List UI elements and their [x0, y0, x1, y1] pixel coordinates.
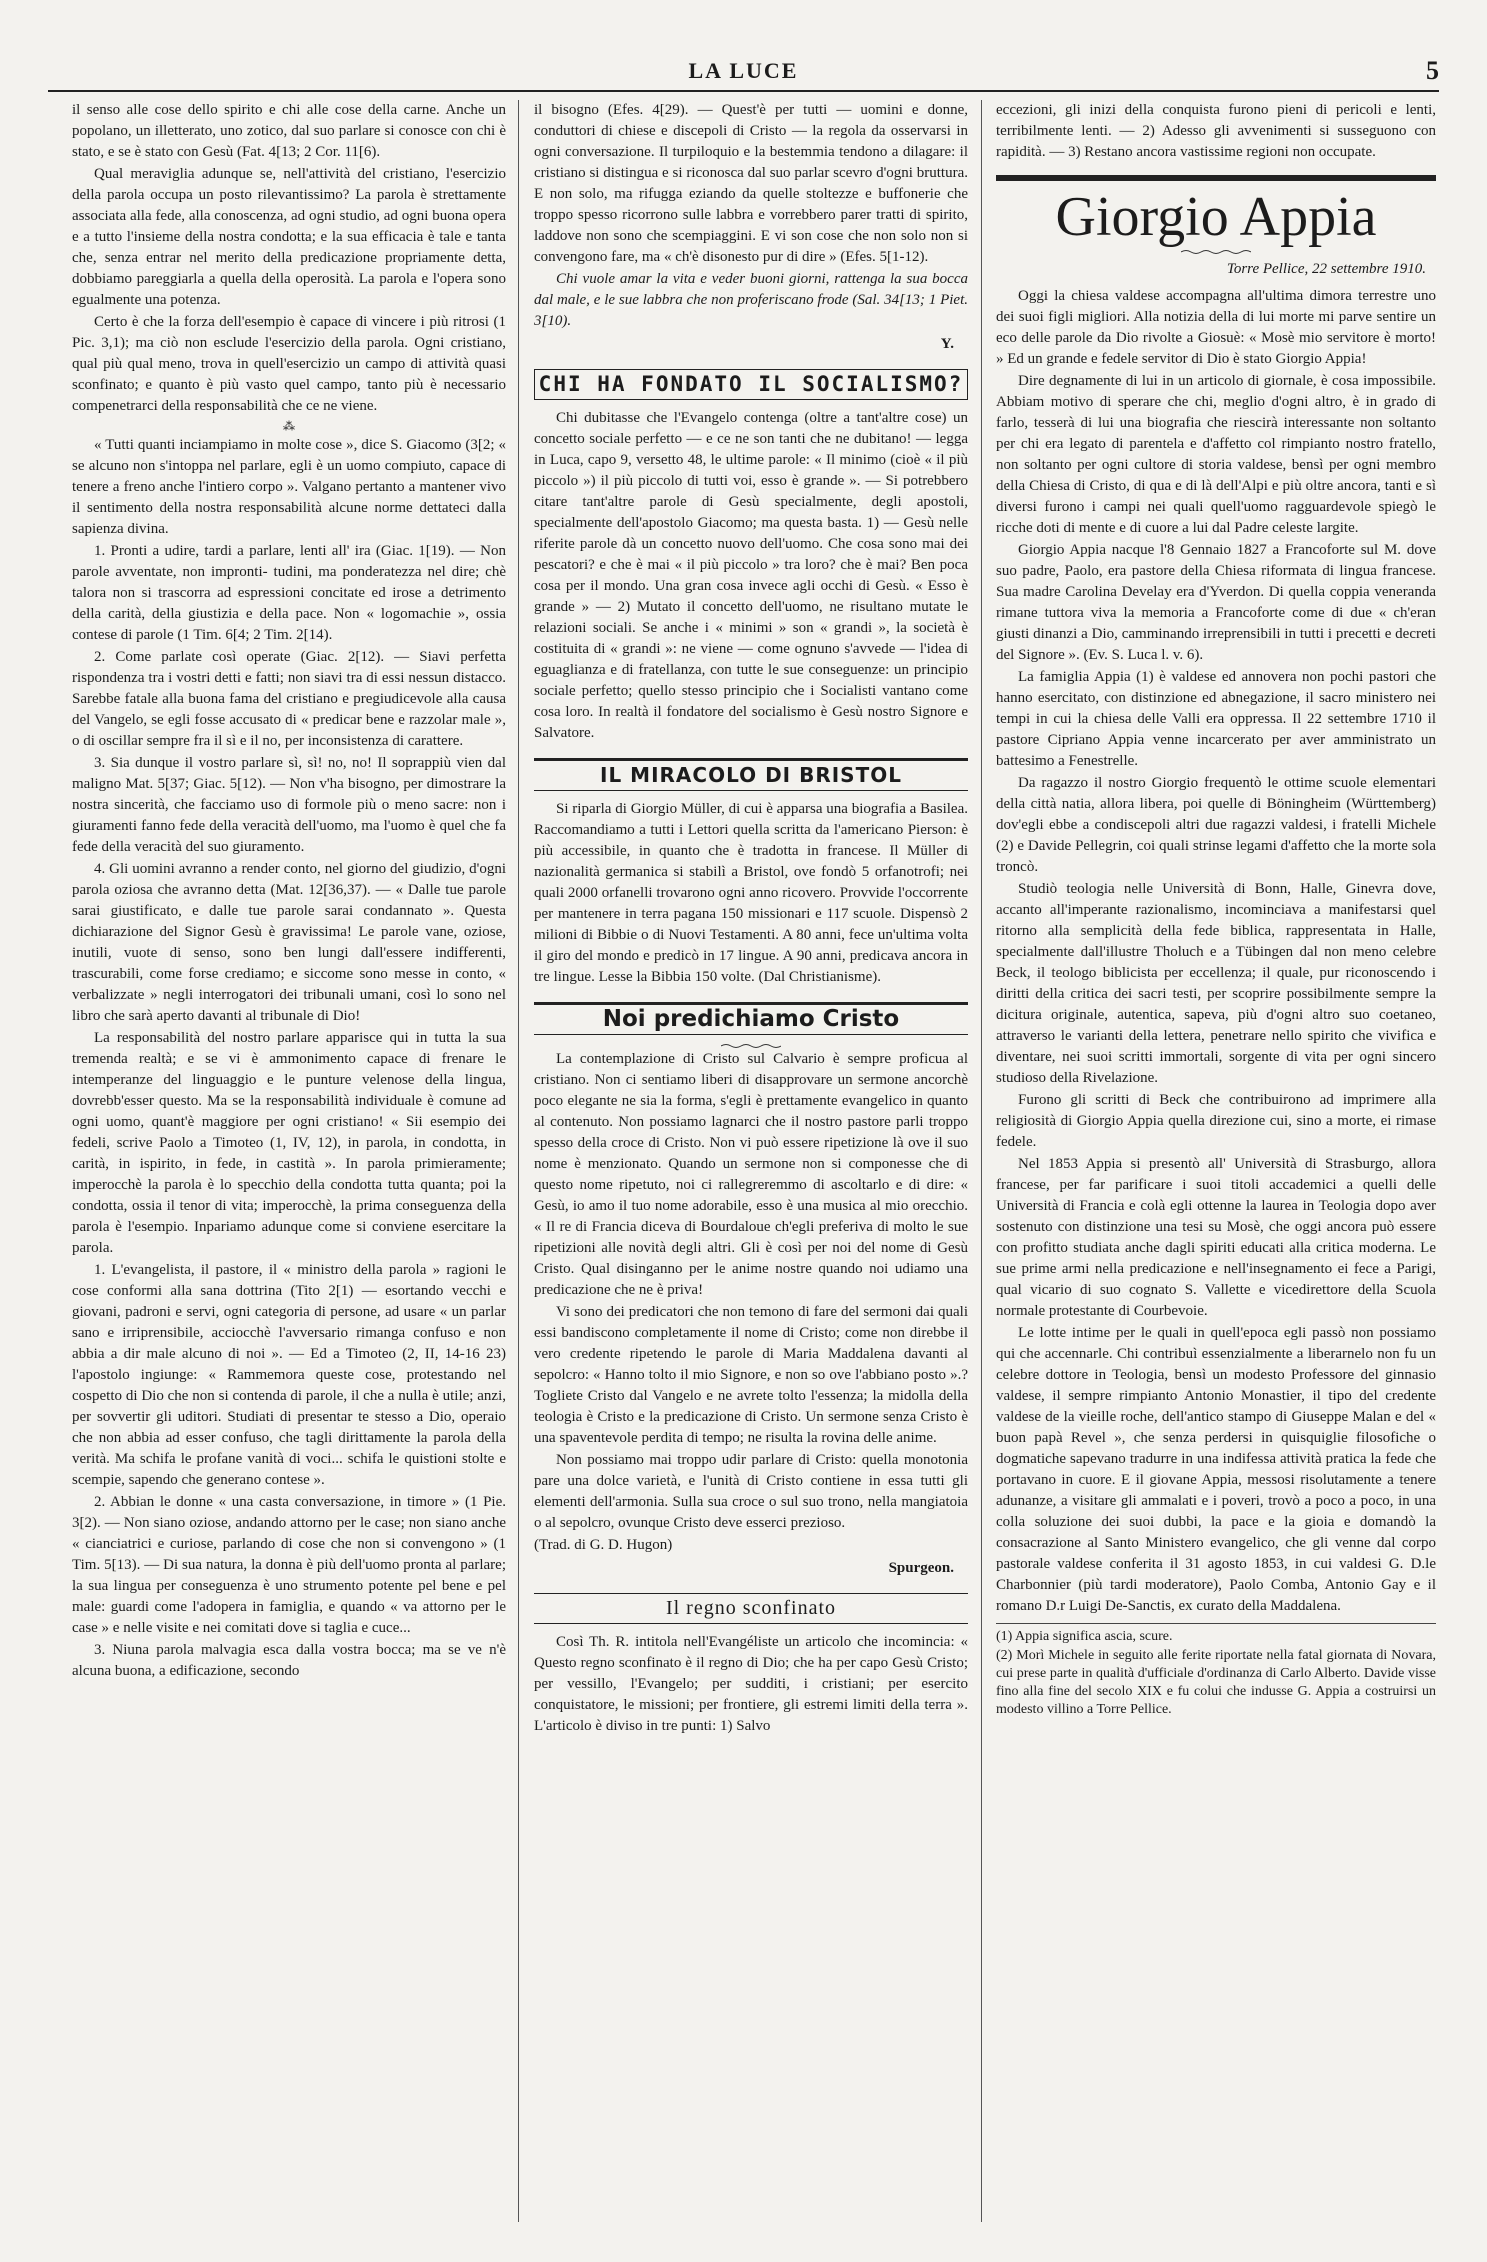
article-author: Spurgeon. — [888, 1560, 954, 1576]
column-3 — [996, 100, 1436, 2222]
article-paragraph: 1. L'evangelista, il pastore, il « ministro della parola » ragioni le cose conformi alla sana dottrina (Tito 2[1) — esortando vecchi e giovani, padroni e servi, ogni categoria di persone, ad usare « un parlar sano e irriprensibile, acciocchè l'avversario rimanga confuso e non abbia a dir male alcuno di noi ». — Ed a Timoteo (2, II, 14-16 23) l'apostolo ingiunge: « Rammemora queste cose, protestando nel cospetto di Dio che non si contenda di parole, il che a nulla è utile; anzi, per sovvertir gli uditori. Studiati di presentar te stesso a Dio, operaio che non abbia ad esser confuso, che tagli dirittamente la parola della verità. Ma schifa le profane vanità di voci... schifa le quistioni stolte e scempie, sapendo che generano contese ». — [72, 1262, 506, 1488]
socialismo-heading: CHI HA FONDATO IL SOCIALISMO? — [534, 369, 968, 400]
footnote: (1) Appia significa ascia, scure. — [996, 1629, 1173, 1644]
article-paragraph: 2. Abbian le donne « una casta conversazione, in timore » (1 Pie. 3[2). — Non siano oziose, andando attorno per le case; non siano anche « cianciatrici e curiose, parlando di cose che non si convengono » (1 Tim. 5[13). — Di sua natura, la donna è più dell'uomo pronta al parlare; la sua lingua per conseguenza è uno strumento potente pel bene e pel male: guardi come l'adopera in famiglia, e quando « va attorno per le case » e nelle visite e nei comitati dove si taglia e cuce... — [72, 1494, 506, 1636]
newspaper-title: LA LUCE — [688, 58, 799, 83]
article-paragraph: Certo è che la forza dell'esempio è capace di vincere i più ritrosi (1 Pic. 3,1); ma ciò non esclude l'esercizio della parola. Ogni cristiano, qual più qual meno, trova in quell'esercizio un campo di attività quasi sconfinato; e quanto è più vasto quel campo, tanto più è necessario compenetrarci della responsabilità che ce ne viene. — [72, 314, 506, 414]
article-paragraph: Vi sono dei predicatori che non temono di fare del sermoni dai quali essi bandiscono completamente il nome di Cristo; come non direbbe il vero credente ripetendo le parole di Maria Maddalena davanti al sepolcro: « Hanno tolto il mio Signore, e non so ove l'abbiano posto ».? Togliete Cristo dal Vangelo e ne avrete tolto l'essenza; la midolla della teologia è Cristo e la predicazione di Cristo. Un sermone senza Cristo è una spaventevole perdita di tempo; ne risulta la rovina delle anime. — [534, 1304, 968, 1446]
predichiamo-heading: Noi predichiamo Cristo — [534, 1002, 968, 1035]
article-paragraph: Dire degnamente di lui in un articolo di giornale, è cosa impossibile. Abbiam motivo di sperare che chi, meglio d'ogni altro, è in grado di farlo, tesserà di lui una biografia che riescirà interessante non soltanto per chi era legato di parentela e d'affetto col rimpianto nostro fratello, non soltanto per ogni cultore di storia valdese, bensì per ogni membro della Chiesa di Cristo, di qua e di là dell'Alpi e più oltre ancora, tanti e sì diversi furono i campi nei quali quell'uomo ragguardevole spiegò le ricche doti di mente e di cuore a lui dal Padre celeste largite. — [996, 373, 1436, 536]
article-paragraph: Chi dubitasse che l'Evangelo contenga (oltre a tant'altre cose) un concetto sociale perfetto — e ce ne son tanti che ne dubitano! — legga in Luca, capo 9, versetto 48, le ultime parole: « Il minimo (cioè « il più piccolo ») il più piccolo di tutti voi, esso è grande ». — Si potrebbero citare tant'altre parole di Gesù specialmente, degli apostoli, specialmente dell'apostolo Giacomo; ma questa basta. 1) — Gesù nelle riferite parole dà un concetto nuovo dell'uomo. Che cosa sono mai dei pescatori? e che è mai « il più piccolo » tra loro? che è mai? Ben poca cosa per il mondo. Una gran cosa invece agli occhi di Gesù. « Esso è grande » — 2) Mutato il concetto dell'uomo, ne risultano mutate le relazioni sociali. Se anche i « minimi » son « grandi », la società è costituita di « grandi »: ne viene — come ognuno s'avvede — l'idea di eguaglianza e di fratellanza, con tutte le sue conseguenze: un principio sociale perfetto; quello stesso principio che i Socialisti vantano come cosa loro. In realtà il fondatore del socialismo è Gesù nostro Signore e Salvatore. — [534, 410, 968, 741]
footnotes — [996, 1623, 1436, 1719]
column-divider — [518, 100, 519, 2222]
article-paragraph: La famiglia Appia (1) è valdese ed annovera non pochi pastori che hanno esercitato, con distinzione ed abnegazione, il sacro ministero nei tempi in cui la chiesa delle Valli era oppressa. Il 22 settembre 1710 il pastore Cipriano Appia venne incarcerato per aver amministrato un battesimo a Fenestrelle. — [996, 669, 1436, 769]
article-paragraph: La contemplazione di Cristo sul Calvario è sempre proficua al cristiano. Non ci sentiamo liberi di disapprovare un sermone ancorchè poco elegante ne sia la forma, s'egli è prettamente evangelico in quanto al contenuto. Non possiamo lagnarci che il nostro pastore parli troppo spesso della croce di Cristo. Non vi può essere ripetizione là ove il suo nome è menzionato. Quando un sermone non si componesse che di questo nome ripetuto, noi ci rallegreremmo di ascoltarlo e di dire: « Gesù, io amo il tuo nome adorabile, esso è una musica al mio orecchio. « Il re di Francia diceva di Bourdaloue ch'egli preferiva di molto le sue ripetizioni alle novità degli altri. Gli è così per noi del nome di Gesù Cristo. Qual disinganno per le anime nostre quando noi udiamo una predicazione che ne è priva! — [534, 1051, 968, 1298]
section-ornament: ⁂ — [283, 419, 295, 433]
article-paragraph: il senso alle cose dello spirito e chi alle cose della carne. Anche un popolano, un illetterato, uno zotico, dal suo parlare si conosce con chi è stato, e se è stato con Gesù (Fat. 4[13; 2 Cor. 11[6). — [72, 102, 506, 160]
article-signature: Y. — [940, 336, 954, 352]
column-2 — [534, 100, 968, 2222]
article-paragraph: Le lotte intime per le quali in quell'epoca egli passò non possiamo qui che accennarle. Chi contribuì essenzialmente a liberarnelo non fu un celebre dottore in Teologia, bensì un modesto Professore del ginnasio valdese, il sempre rimpianto Antonio Monastier, il tipo del credente valdese de la vieille roche, dell'antico stampo di Giuseppe Malan e del « buon papà Revel », che senza perdersi in quisquiglie filosofiche o dogmatiche sapevano tradurre in una indifessa attività pratica la fede che portavano in cuore. E il giovane Appia, messosi risolutamente a tenere adunanze, a visitare gli ammalati e i poveri, trovò a poco a poco, in una colla soluzione dei suoi dubbi, la pace e la gioia e domandò la consacrazione al Santo Ministero evangelico, che gli venne dal corpo pastorale valdese conferita il 31 agosto 1853, in cui valdesi G. D.le Charbonnier (più tardi moderatore), Paolo Comba, Antonio Gay e il romano D.r Luigi De-Sanctis, ex curato della Maddalena. — [996, 1325, 1436, 1614]
article-paragraph: « Tutti quanti inciampiamo in molte cose », dice S. Giacomo (3[2; « se alcuno non s'intoppa nel parlare, egli è un uomo compiuto, capace di tenere a freno anche l'intiero corpo ». Valgano pertanto a mantener vivo il sentimento della nostra responsabilità alcune norme dettateci dalla sapienza divina. — [72, 437, 506, 537]
article-paragraph: eccezioni, gli inizi della conquista furono pieni di pericoli e lenti, terribilmente lenti. — 2) Adesso gli avvenimenti si susseguono con rapidità. — 3) Restano ancora vastissime regioni non occupate. — [996, 102, 1436, 160]
article-paragraph: Qual meraviglia adunque se, nell'attività del cristiano, l'esercizio della parola occupa un posto rilevantissimo? La parola è strettamente associata alla fede, alla conoscenza, ad ogni studio, ad ogni buona opera e a tutto l'insieme della nostra condotta; e la sua efficacia è tale e tanta che, senza entrar nel merito della predicazione propriamente detta, dobbiamo pareggiarla a quella della operosità. La parola e l'opera sono egualmente una potenza. — [72, 166, 506, 308]
bristol-heading: IL MIRACOLO DI BRISTOL — [534, 758, 968, 791]
article-paragraph: Studiò teologia nelle Università di Bonn, Halle, Ginevra dove, accanto all'imperante razionalismo, incominciava a manifestarsi quel ritorno alla semplicità della fede biblica, rappresentata in Halle, specialmente dall'illustre Tholuch e a Tübingen dal non meno celebre Beck, il teologo biblicista per eccellenza; il quale, pur riconoscendo i diritti della critica dei sacri testi, per scoprire possibilmente sempre la dicitura originale, autentica, sapeva, più d'ogni altro suo coetaneo, attraverso le varianti della lettera, penetrare nello spirito che vivifica e diventare, nei suoi scritti immortali, sorgente di vita per ogni sincero studioso della Rivelazione. — [996, 881, 1436, 1086]
page-header — [48, 56, 1439, 92]
column-1 — [72, 100, 506, 2222]
regno-heading: Il regno sconfinato — [534, 1593, 968, 1624]
article-paragraph: 4. Gli uomini avranno a render conto, nel giorno del giudizio, d'ogni parola oziosa che avranno detta (Mat. 12[36,37). — « Dalle tue parole sarai giustificato, e dalle tue parole sarai condannato ». Questa dichiarazione del Signor Gesù è gravissima! Le parole vane, oziose, inutili, vuote di senso, sono ben lungi dall'essere indifferenti, trascurabili, come forse crediamo; e siccome sono messe in conto, « verbalizzate » negli interrogatori dei tribunali umani, così lo sono nel libro che sarà aperto davanti al tribunale di Dio! — [72, 861, 506, 1024]
article-paragraph: il bisogno (Efes. 4[29). — Quest'è per tutti — uomini e donne, conduttori di chiese e discepoli di Cristo — la regola da osservarsi in ogni conversazione. Il turpiloquio e la bestemmia tendono a dilagare: il cristiano si distingua e si riconosca dal suo parlar scevro d'ogni bruttura. E non solo, ma rifugga eziando da quelle stoltezze e buffonerie che troppo spesso ricorrono sulle labbra e vorrebbero parer tratti di spirito, laddove non sono che scempiaggini. E vi son cose che non solo non si convengono fare, ma « ch'è disonesto pur di dire » (Efes. 5[1-12). — [534, 102, 968, 265]
article-paragraph: Da ragazzo il nostro Giorgio frequentò le ottime scuole elementari della città natia, allora libera, poi quelle di Böningheim (Württemberg) dov'egli ebbe a condiscepoli altri due ragazzi valdesi, i fratelli Michele (2) e Davide Pellegrin, coi quali strinse legami d'affetto che la morte sola troncò. — [996, 775, 1436, 875]
article-paragraph: Oggi la chiesa valdese accompagna all'ultima dimora terrestre uno dei suoi figli migliori. Alla notizia della di lui morte mi parve sentire un eco delle parole da Dio rivolte a Giosuè: « Mosè mio servitore è morto! » Ed un grande e fedele servitor di Dio è stato Giorgio Appia! — [996, 288, 1436, 367]
translator-credit: (Trad. di G. D. Hugon) — [534, 1537, 673, 1553]
giorgio-appia-heading: Giorgio Appia — [996, 175, 1436, 249]
article-dateline: Torre Pellice, 22 settembre 1910. — [1226, 261, 1426, 277]
article-paragraph: 3. Niuna parola malvagia esca dalla vostra bocca; ma se ve n'è alcuna buona, a edificazione, secondo — [72, 1642, 506, 1679]
footnote: (2) Morì Michele in seguito alle ferite riportate nella fatal giornata di Novara, cui prese parte in qualità d'ufficiale d'ordinanza di Carlo Alberto. Davide visse fino alla fine del secolo XIX e fu colui che indusse G. Appia a costruirsi un modesto villino a Torre Pellice. — [996, 1648, 1436, 1717]
article-paragraph: Giorgio Appia nacque l'8 Gennaio 1827 a Francoforte sul M. dove suo padre, Paolo, era pastore della Chiesa riformata di lingua francese. Sua madre Carolina Develay era d'Yverdon. Di quella coppia veneranda rimane tuttora viva la memoria a Francoforte come di due « ch'eran giusti dinanzi a Dio, camminando irreprensibili in tutti i precetti e decreti del Signore ». (Ev. S. Luca l. v. 6). — [996, 542, 1436, 663]
article-paragraph: Si riparla di Giorgio Müller, di cui è apparsa una biografia a Basilea. Raccomandiamo a tutti i Lettori quella scritta da l'americano Pierson: è più accessibile, in quanto che è tradotta in francese. Il Müller di nazionalità germanica si stabilì a Bristol, ove fondò 5 orfanotrofi; nei quali 2000 orfanelli trovarono ogni anno ricovero. Provvide l'occorrente per mantenere in terra pagana 150 missionari e 117 scuole. Dispensò 2 milioni di Bibbie o di Nuovi Testamenti. A 80 anni, fece un'ultima volta il giro del mondo e predicò in 17 lingue. A 90 anni, predicava ancora in tre lingue. Lesse la Bibbia 150 volte. (Dal Christianisme). — [534, 801, 968, 985]
article-paragraph: 2. Come parlate così operate (Giac. 2[12). — Siavi perfetta rispondenza tra i vostri detti e fatti; non siavi tra di essi nessun distacco. Sarebbe fatale alla buona fama del cristiano e pregiudicevole alla causa del Vangelo, se egli fosse accusato di « predicar bene e razzolar male », o di oscillar sempre fra il sì e il no, per inconsistenza di carattere. — [72, 649, 506, 749]
column-divider — [981, 100, 982, 2222]
article-paragraph: Furono gli scritti di Beck che contribuirono ad imprimere alla religiosità di Giorgio Appia quella direzione cui, sino a morte, ei rimase fedele. — [996, 1092, 1436, 1150]
article-paragraph: La responsabilità del nostro parlare apparisce qui in tutta la sua tremenda realtà; e se vi è ammonimento capace di frenare le intemperanze del linguaggio e le punture velenose della lingua, dovrebb'esser questo. Ma se la responsabilità individuale è comune ad ogni uomo, quant'è maggiore per ogni cristiano! « Sii esempio dei fedeli, scrive Paolo a Timoteo (1, IV, 12), in parola, in condotta, in carità, in ispirito, in fede, in castità ». In parola primieramente; imperocchè la parola è lo specchio della condotta tutta quanta; poi la condotta, ossia il tenor di vita; imperocchè, la prima conseguenza della parola è l'esempio. Inpariamo adunque come si conviene esercitare la parola. — [72, 1030, 506, 1256]
article-paragraph: 3. Sia dunque il vostro parlare sì, sì! no, no! Il soprappiù vien dal maligno Mat. 5[37; Giac. 5[12). — Non v'ha bisogno, per dimostrare la nostra sincerità, che facciamo uso di formole più o meno sacre: non i giuramenti fanno fede della veracità dell'uomo, ma l'uomo è quel che fa fede della veracità del suo giuramento. — [72, 755, 506, 855]
article-paragraph: 1. Pronti a udire, tardi a parlare, lenti all' ira (Giac. 1[19). — Non parole avventate, non impronti- tudini, ma ponderatezza nel dire; chè talora non si trascorra ad espressioni concitate ed irose a detrimento della carità, della giustizia e della pace. Non « logomachie », ossia contese di parole (1 Tim. 6[4; 2 Tim. 2[14). — [72, 543, 506, 643]
heading-ornament — [1181, 249, 1251, 255]
page-number: 5 — [1426, 56, 1439, 85]
article-paragraph: Nel 1853 Appia si presentò all' Università di Strasburgo, allora francese, per far parificare i suoi titoli accademici a quelli delle Università di Francia e colà egli ottenne la laurea in Teologia dopo aver sostenuto con distinzione una tesi su Mosè, che oggi ancora può essere con profitto studiata anche dagli spiriti educati alla critica moderna. Le sue prime armi nella predicazione e nell'insegnamento ei fece a Parigi, qual vicario di suo cognato S. Vallette e vicedirettore della Scuola normale protestante di Courbevoie. — [996, 1156, 1436, 1319]
article-paragraph: Chi vuole amar la vita e veder buoni giorni, rattenga la sua bocca dal male, e le sue labbra che non proferiscano frode (Sal. 34[13; 1 Piet. 3[10). — [534, 271, 968, 329]
article-paragraph: Non possiamo mai troppo udir parlare di Cristo: quella monotonia pare una dolce varietà, e l'unità di Cristo contiene in essa tutti gli elementi dell'armonia. Sulla sua croce o sul suo trono, nella mangiatoia o al sepolcro, ovunque Cristo deve esserci prezioso. — [534, 1452, 968, 1531]
article-paragraph: Così Th. R. intitola nell'Evangéliste un articolo che incomincia: « Questo regno sconfinato è il regno di Dio; che ha per capo Gesù Cristo; per vessillo, l'Evangelo; per sudditi, i cristiani; per esercito conquistatore, le missioni; per frontiere, gli estremi limiti della terra ». L'articolo è diviso in tre punti: 1) Salvo — [534, 1634, 968, 1734]
